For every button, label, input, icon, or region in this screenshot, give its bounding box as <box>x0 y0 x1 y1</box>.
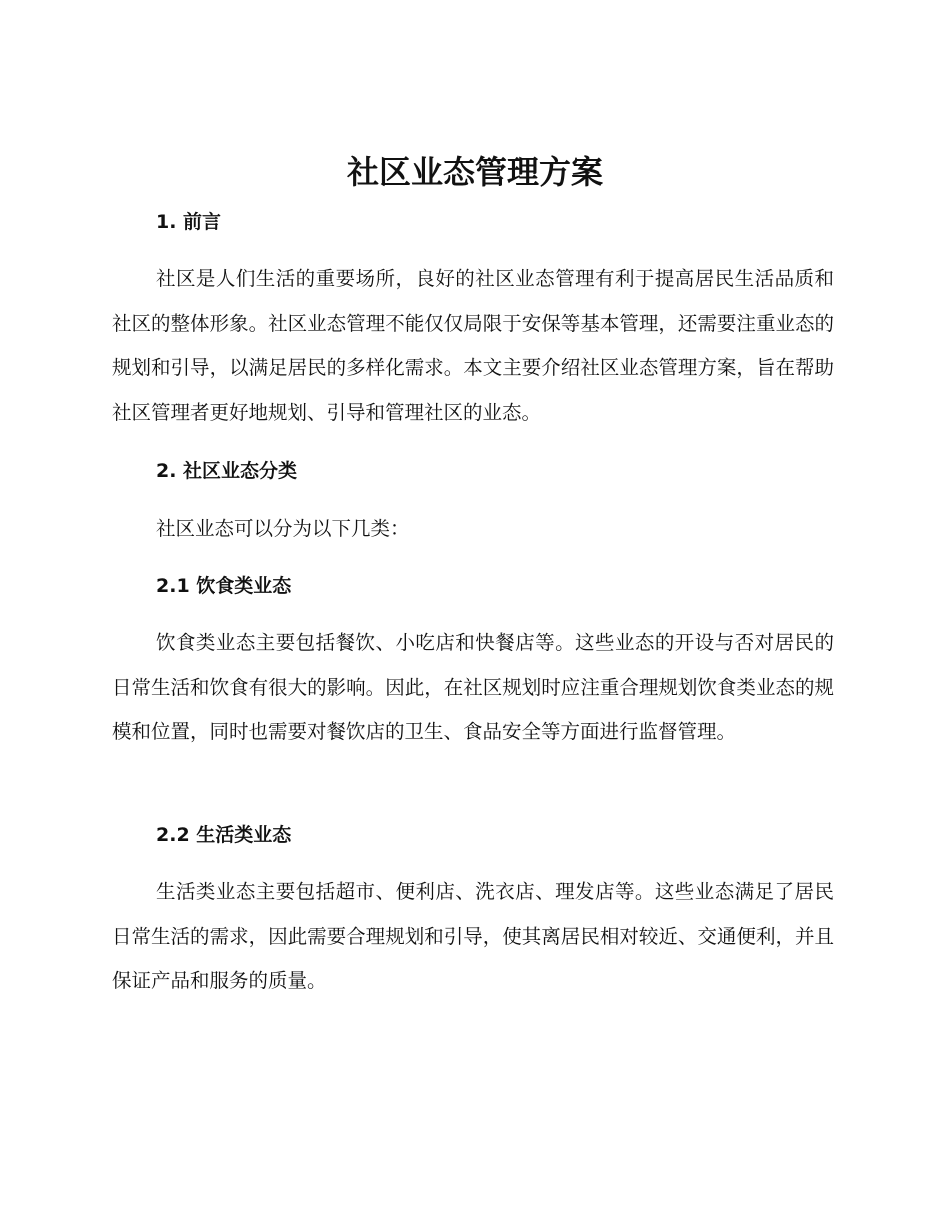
section-paragraph-food: 饮食类业态主要包括餐饮、小吃店和快餐店等。这些业态的开设与否对居民的日常生活和饮食有很大的影响。因此，在社区规划时应注重合理规划饮食类业态的规模和位置，同时也需要对餐饮店的卫生、食品安全等方面进行监督管理。 <box>112 631 834 743</box>
section-heading-classification: 2. 社区业态分类 <box>156 460 298 482</box>
section-paragraph-living: 生活类业态主要包括超市、便利店、洗衣店、理发店等。这些业态满足了居民日常生活的需求，因此需要合理规划和引导，使其离居民相对较近、交通便利，并且保证产品和服务的质量。 <box>112 880 834 992</box>
section-heading-living: 2.2 生活类业态 <box>156 824 292 846</box>
section-heading-preface: 1. 前言 <box>156 211 222 233</box>
section-heading-food: 2.1 饮食类业态 <box>156 575 292 597</box>
section-paragraph-classification: 社区业态可以分为以下几类： <box>156 517 410 540</box>
document-title: 社区业态管理方案 <box>346 153 603 191</box>
section-paragraph-preface: 社区是人们生活的重要场所，良好的社区业态管理有利于提高居民生活品质和社区的整体形象。社区业态管理不能仅仅局限于安保等基本管理，还需要注重业态的规划和引导，以满足居民的多样化需求。本文主要介绍社区业态管理方案，旨在帮助社区管理者更好地规划、引导和管理社区的业态。 <box>112 267 834 424</box>
